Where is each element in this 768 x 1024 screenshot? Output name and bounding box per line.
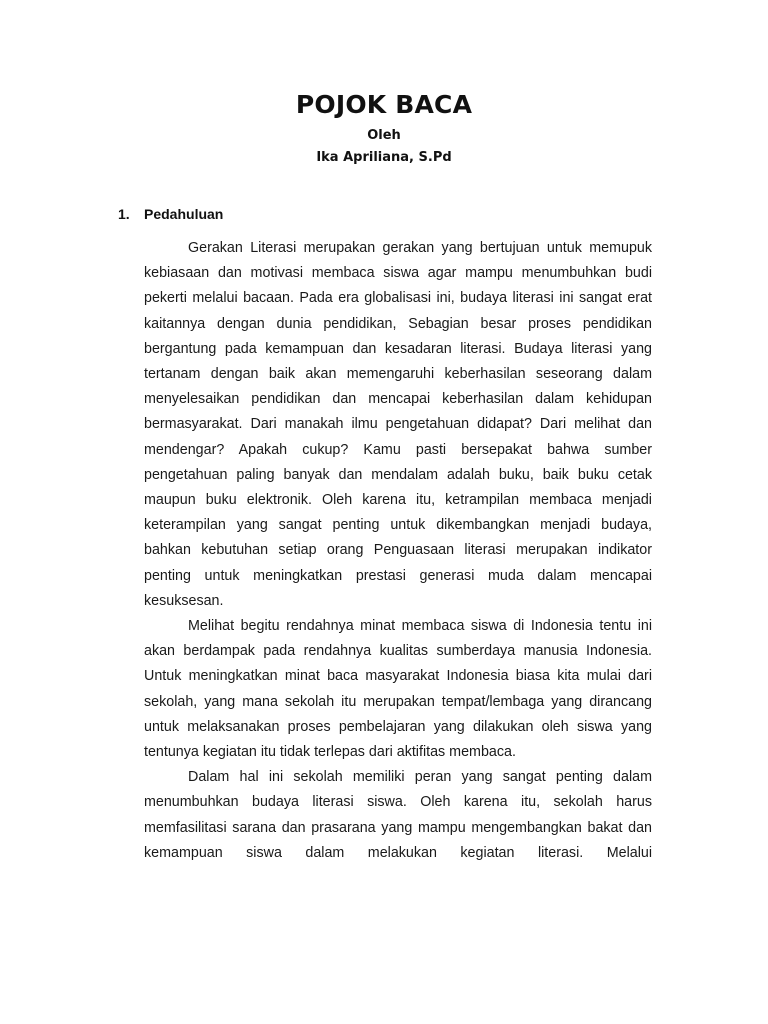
body-text	[144, 236, 652, 866]
section-heading	[118, 206, 223, 222]
paragraph: Gerakan Literasi merupakan gerakan yang bertujuan untuk memupuk kebiasaan dan motivasi membaca siswa agar mampu menumbuhkan budi pekerti melalui bacaan. Pada era globalisasi ini, budaya literasi ini sangat erat kaitannya dengan dunia pendidikan, Sebagian besar proses pendidikan bergantung pada kemampuan dan kesadaran literasi. Budaya literasi yang tertanam dengan baik akan memengaruhi keberhasilan seseorang dalam menyelesaikan pendidikan dan mencapai keberhasilan dalam kehidupan bermasyarakat. Dari manakah ilmu pengetahuan didapat? Dari melihat dan mendengar? Apakah cukup? Kamu pasti bersepakat bahwa sumber pengetahuan paling banyak dan mendalam adalah buku, baik buku cetak maupun buku elektronik. Oleh karena itu, ketrampilan membaca menjadi keterampilan yang sangat penting untuk dikembangkan menjadi budaya, bahkan kebutuhan setiap orang Penguasaan literasi merupakan indikator penting untuk meningkatkan prestasi generasi muda dalam mencapai kesuksesan.	[144, 240, 652, 609]
paragraph: Dalam hal ini sekolah memiliki peran yang sangat penting dalam menumbuhkan budaya literasi siswa. Oleh karena itu, sekolah harus memfasilitasi sarana dan prasarana yang mampu mengembangkan bakat dan kemampuan siswa dalam melakukan kegiatan literasi. Melalui	[144, 769, 652, 861]
section-title: Pedahuluan	[144, 206, 224, 222]
section-number: 1.	[118, 206, 130, 222]
by-label: Oleh	[367, 128, 401, 143]
author-name: Ika Apriliana, S.Pd	[316, 150, 452, 165]
paragraph: Melihat begitu rendahnya minat membaca siswa di Indonesia tentu ini akan berdampak pada rendahnya kualitas sumberdaya manusia Indonesia. Untuk meningkatkan minat baca masyarakat Indonesia biasa kita mulai dari sekolah, yang mana sekolah itu merupakan tempat/lembaga yang dirancang untuk melaksanakan proses pembelajaran yang dilakukan oleh siswa yang tentunya kegiatan itu tidak terlepas dari aktifitas membaca.	[144, 618, 652, 761]
document-title: POJOK BACA	[295, 90, 473, 119]
